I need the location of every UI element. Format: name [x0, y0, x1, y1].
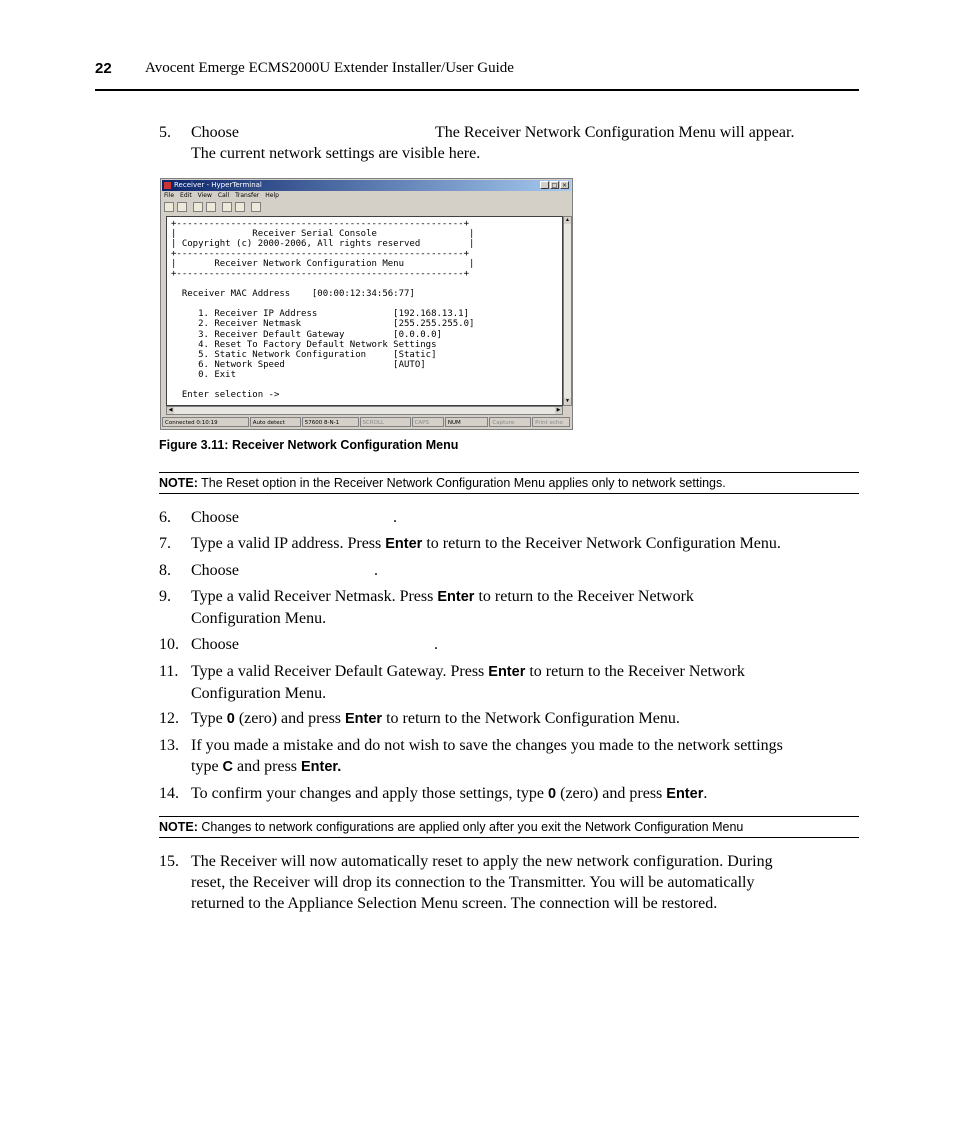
figure-caption: Figure 3.11: Receiver Network Configuration Menu: [159, 438, 459, 452]
close-icon: ×: [561, 182, 568, 189]
note-changes: [159, 816, 859, 838]
step-text: Choose: [191, 562, 239, 579]
key-enter: Enter: [437, 589, 475, 605]
step-number: 12.: [159, 710, 179, 727]
step-text: Choose: [191, 636, 239, 653]
menu-file: File: [164, 192, 175, 199]
hyperterminal-screenshot: [160, 178, 573, 430]
step-text: The current network settings are visible here.: [191, 145, 481, 162]
note-text: The Reset option in the Receiver Network Configuration Menu applies only to network settings.: [201, 476, 726, 490]
open-icon: [177, 202, 187, 212]
new-icon: [164, 202, 174, 212]
key-enter: Enter: [345, 711, 383, 727]
terminal-output: +-----------------------------------------------------+ | Receiver Serial Console | | Copyright (c) 2000-2006, All rights reserved | +-----------------------------------------------------+ | Receiver Network Configuration Menu | +-----------------------------------------------------+ Receiver MAC Address [00:00:12:34:56:77] 1. Receiver IP Address [192.168.13.1] 2. Receiver Netmask [255.255.255.0] 3. Receiver Default Gateway [0.0.0.0] 4. Reset To Factory Default Network Settings 5. Static Network Configuration [Static] 6. Network Speed [AUTO] 0. Exit Enter selection ->: [171, 219, 475, 400]
window-titlebar: [162, 180, 571, 191]
step-number: 15.: [159, 853, 179, 870]
header-rule: [95, 89, 859, 91]
step-text: Choose: [191, 124, 239, 141]
menu-help: Help: [265, 192, 279, 199]
toolbar: [164, 202, 261, 212]
status-connected: Connected 0:10:19: [162, 417, 249, 427]
key-zero: 0: [226, 711, 235, 727]
step-text: The Receiver will now automatically reset to apply the new network configuration. During: [191, 853, 773, 870]
properties-icon: [251, 202, 261, 212]
key-enter: Enter.: [301, 759, 342, 775]
key-enter: Enter: [488, 664, 526, 680]
send-icon: [222, 202, 232, 212]
hyperterminal-icon: [164, 182, 171, 189]
step-text: The Receiver Network Configuration Menu will appear.: [435, 124, 795, 141]
step-text: to return to the Receiver Network: [474, 588, 694, 605]
status-caps: CAPS: [412, 417, 444, 427]
note-reset: [159, 472, 859, 494]
step-text: .: [393, 509, 397, 526]
step-number: 13.: [159, 737, 179, 754]
terminal-screen: [166, 216, 563, 406]
status-print-echo: Print echo: [532, 417, 570, 427]
step-text: (zero) and press: [556, 785, 667, 802]
step-text: Type a valid Receiver Default Gateway. Press: [191, 663, 489, 680]
status-bar: [162, 417, 571, 427]
step-text: Configuration Menu.: [191, 610, 327, 627]
step-text: to return to the Receiver Network: [525, 663, 745, 680]
maximize-icon: □: [551, 182, 558, 189]
step-text: Type: [191, 710, 227, 727]
step-text: (zero) and press: [234, 710, 346, 727]
step-text: Choose: [191, 509, 239, 526]
minimize-icon: _: [540, 181, 549, 189]
step-text: returned to the Appliance Selection Menu screen. The connection will be restored.: [191, 895, 718, 912]
scroll-left-icon: ◀: [168, 408, 173, 413]
step-text: .: [374, 562, 378, 579]
step-number: 5.: [159, 124, 171, 141]
step-text: .: [434, 636, 438, 653]
horizontal-scrollbar: [166, 406, 563, 415]
step-text: type: [191, 758, 223, 775]
step-text: Configuration Menu.: [191, 685, 327, 702]
note-label: NOTE:: [159, 476, 198, 490]
note-text: Changes to network configurations are applied only after you exit the Network Configuration Menu: [201, 820, 744, 834]
step-text: to return to the Receiver Network Configuration Menu.: [422, 535, 781, 552]
step-text: .: [703, 785, 708, 802]
disconnect-icon: [206, 202, 216, 212]
vertical-scrollbar: [563, 216, 572, 406]
key-enter: Enter: [666, 786, 704, 802]
step-number: 6.: [159, 509, 171, 526]
status-capture: Capture: [489, 417, 531, 427]
step-number: 14.: [159, 785, 179, 802]
step-text: reset, the Receiver will drop its connection to the Transmitter. You will be automatically: [191, 874, 755, 891]
step-text: and press: [233, 758, 302, 775]
menu-view: View: [197, 192, 212, 199]
status-num: NUM: [445, 417, 489, 427]
step-number: 9.: [159, 588, 171, 605]
step-text: Type a valid Receiver Netmask. Press: [191, 588, 438, 605]
step-text: to return to the Network Configuration Menu.: [382, 710, 680, 727]
window-title: Receiver - HyperTerminal: [174, 181, 262, 189]
step-number: 8.: [159, 562, 171, 579]
document-title: Avocent Emerge ECMS2000U Extender Installer/User Guide: [145, 60, 514, 76]
receive-icon: [235, 202, 245, 212]
scroll-up-icon: ▲: [565, 218, 570, 223]
page-number: 22: [95, 60, 112, 77]
status-baud: 57600 8-N-1: [302, 417, 359, 427]
menu-transfer: Transfer: [235, 192, 260, 199]
menu-bar: [164, 192, 279, 200]
note-label: NOTE:: [159, 820, 198, 834]
step-number: 11.: [159, 663, 179, 680]
key-enter: Enter: [385, 536, 423, 552]
step-number: 7.: [159, 535, 171, 552]
status-scroll: SCROLL: [360, 417, 411, 427]
menu-edit: Edit: [180, 192, 192, 199]
connect-icon: [193, 202, 203, 212]
status-detect: Auto detect: [250, 417, 301, 427]
key-c: C: [222, 759, 234, 775]
step-text: Type a valid IP address. Press: [191, 535, 386, 552]
step-text: If you made a mistake and do not wish to save the changes you made to the network settings: [191, 737, 783, 754]
key-zero: 0: [548, 786, 557, 802]
step-text: To confirm your changes and apply those settings, type: [191, 785, 549, 802]
menu-call: Call: [217, 192, 230, 199]
step-number: 10.: [159, 636, 179, 653]
scroll-down-icon: ▼: [565, 399, 570, 404]
scroll-right-icon: ▶: [556, 408, 561, 413]
